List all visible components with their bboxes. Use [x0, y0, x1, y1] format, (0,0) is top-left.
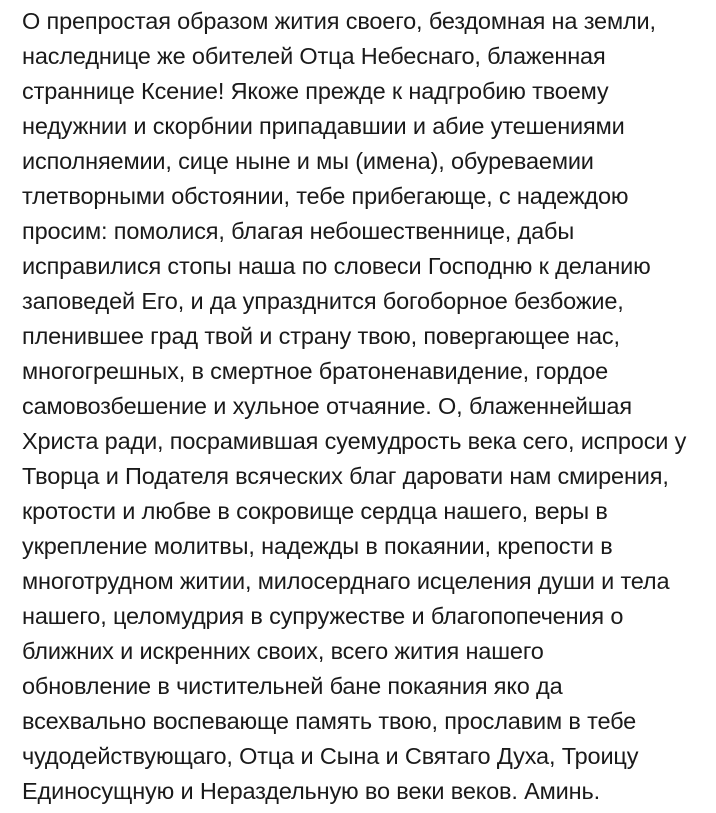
text-line: наследнице же обителей Отца Небеснаго, блаженная: [22, 43, 606, 69]
text-line: многотрудном житии, милосерднаго исцеления души и тела: [22, 568, 670, 594]
text-line: чудодействующаго, Отца и Сына и Святаго Духа, Троицу: [22, 743, 639, 769]
text-line: самовозбешение и хульное отчаяние. О, блаженнейшая: [22, 393, 632, 419]
text-line: тлетворными обстоянии, тебе прибегающе, с надеждою: [22, 183, 629, 209]
text-line: исправилися стопы наша по словеси Господню к деланию: [22, 253, 651, 279]
prayer-text: [22, 4, 714, 809]
text-line: всехвально воспевающе память твою, прославим в тебе: [22, 708, 637, 734]
text-line: О препростая образом жития своего, бездомная на земли,: [22, 8, 656, 34]
text-line: пленившее град твой и страну твою, повергающее нас,: [22, 323, 620, 349]
text-line: Единосущную и Нераздельную во веки веков. Аминь.: [22, 778, 600, 804]
text-line: нашего, целомудрия в супружестве и благопопечения о: [22, 603, 624, 629]
text-line: недужнии и скорбнии припадавшии и абие утешениями: [22, 113, 625, 139]
text-line: исполняемии, сице ныне и мы (имена), обуреваемии: [22, 148, 594, 174]
text-line: Творца и Подателя всяческих благ даровати нам смирения,: [22, 463, 669, 489]
text-line: заповедей Его, и да упразднится богоборное безбожие,: [22, 288, 624, 314]
text-line: просим: помолися, благая небошественнице, дабы: [22, 218, 575, 244]
text-line: многогрешных, в смертное братоненавидение, гордое: [22, 358, 609, 384]
text-line: кротости и любве в сокровище сердца нашего, веры в: [22, 498, 608, 524]
text-line: укрепление молитвы, надежды в покаянии, крепости в: [22, 533, 613, 559]
text-line: страннице Ксение! Якоже прежде к надгробию твоему: [22, 78, 609, 104]
text-line: ближних и искренних своих, всего жития нашего: [22, 638, 544, 664]
text-line: обновление в чистительней бане покаяния яко да: [22, 673, 563, 699]
text-line: Христа ради, посрамившая суемудрость века сего, испроси у: [22, 428, 687, 454]
